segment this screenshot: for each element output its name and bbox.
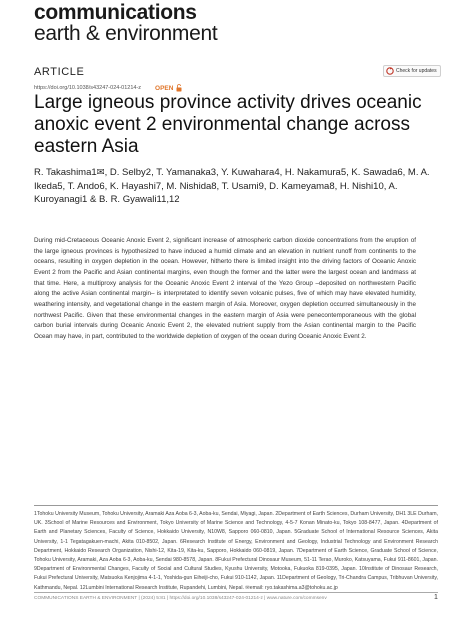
check-for-updates-button[interactable] [383, 65, 441, 77]
page-number: 1 [434, 594, 438, 601]
article-type-label: ARTICLE [34, 66, 85, 78]
refresh-icon [386, 67, 394, 75]
journal-name-line2: earth & environment [34, 22, 218, 45]
check-for-updates-label: Check for updates [396, 68, 437, 74]
journal-name-line1: communications [34, 1, 197, 24]
footer [34, 596, 438, 601]
open-access-badge: OPEN [155, 84, 174, 92]
footer-citation: COMMUNICATIONS EARTH & ENVIRONMENT | (2024) 5:81 | https://doi.org/10.1038/s43247-024-01214-z | www.nature.com/commsenv [34, 596, 327, 601]
open-lock-icon [176, 84, 182, 92]
affiliations: 1Tohoku University Museum, Tohoku University, Aramaki Aza Aoba 6-3, Aoba-ku, Sendai, Miyagi, Japan. 2Department of Earth Sciences, Durham University, DH1 3LE Durham, UK. 3School of Marine Resources and Environment, Tokyo University of Marine Science and Technology, 4-5-7 Konan Minato-ku, Tokyo 108-8477, Japan. 4Department of Earth and Planetary Sciences, Faculty of Science, Hokkaido University, N10W8, Sapporo 060-0810, Japan. 5Graduate School of International Resource Sciences, Akita University, 1-1 Tegatagakuen-machi, Akita 010-8502, Japan. 6Research Institute of Energy, Environment and Geology, Industrial Technology and Environment Research Department, Hokkaido Research Organization, Nishi-12, Kita-19, Kita-ku, Sapporo, Hokkaido 060-0819, Japan. 7Department of Earth Science, Graduate School of Science, Tohoku University, Aramaki, Aza Aoba 6-3, Aoba-ku, Sendai 980-8578, Japan. 8Fukui Prefectural Dinosaur Museum, 51-11 Terao, Muroko, Katsuyama, Fukui 911-8601, Japan. 9Department of Environmental Changes, Faculty of Social and Cultural Studies, Kyushu University, Motooka, Fukuoka 819-0395, Japan. 10Institute of Dinosaur Research, Fukui Prefectural University, Matsuoka Kenjojima 4-1-1, Yoshida-gun Eiheiji-cho, Fukui 910-1142, Japan. 11Department of Geology, Tri-Chandra Campus, Tribhuvan University, Kathmandu, Nepal. 12Lumbini International Research Institute, Rupandehi, Lumbini, Nepal. ✉email: ryo.takashima.a3@tohoku.ac.jp [34, 511, 438, 591]
footer-divider [34, 592, 438, 593]
affiliations-divider [34, 505, 438, 506]
article-title: Large igneous province activity drives oceanic anoxic event 2 environmental change across eastern Asia [34, 92, 422, 157]
doi-link[interactable]: https://doi.org/10.1038/s43247-024-01214-z [34, 85, 142, 91]
abstract: During mid-Cretaceous Oceanic Anoxic Event 2, significant increase of atmospheric carbon dioxide concentrations from the eruption of the large igneous provinces is hypothesized to have induced a humid climate and an elevation in nutrient runoff from continents to the oceans, resulting in oxygen depletion in the ocean. However, hitherto there is limited insight into the driving factors of Oceanic Anoxic Event 2 from the Pacific and Asian continental margins, even though the former and the latter were the largest ocean and landmass at that time. Here, a multiproxy analysis for the Oceanic Anoxic Event 2 interval of the Yezo Group –deposited on northwestern Pacific along the active Asian continental margin– is interpretated to identify seven volcanic pulses, five of which may have elevated humidity, weathering intensity, and vegetational change in the eastern margin of Asia. Moreover, oxygen depletion occurred simultaneously in the northwest Pacific. Given that these environmental changes in the eastern margin of Asia were penecontemporaneous with the global carbon burial intervals during Oceanic Anoxic Event 2, the elevated nutrient supply from the Asian continental margin to the Pacific Ocean may have, in part, contributed to the worldwide depletion of oxygen of the ocean during Oceanic Anoxic Event 2. [34, 237, 416, 340]
doi-row [34, 84, 182, 92]
author-list: R. Takashima1✉, D. Selby2, T. Yamanaka3, Y. Kuwahara4, H. Nakamura5, K. Sawada6, M. A. Ikeda5, T. Ando6, K. Hayashi7, M. Nishida8, T. Usami9, D. Kameyama8, H. Nishi10, A. Kuroyanagi1 & B. R. Gyawali11,12 [34, 167, 430, 205]
